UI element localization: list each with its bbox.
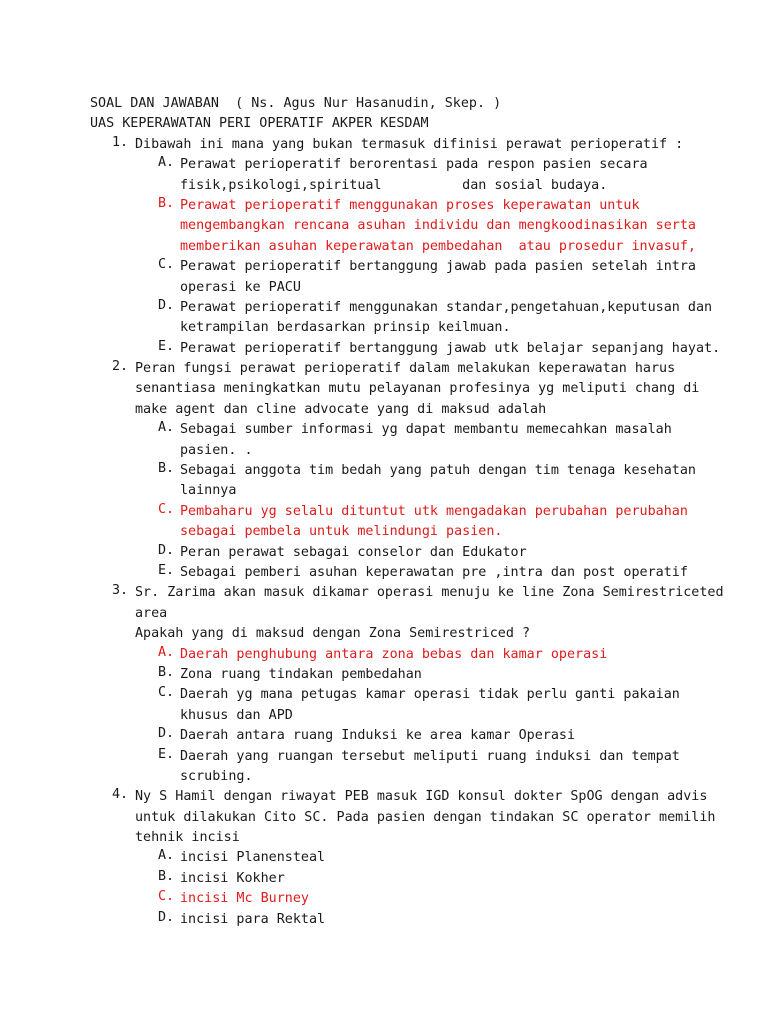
option-text-line: Daerah antara ruang Induksi ke area kamar Operasi [180, 728, 576, 744]
option-text-line: Perawat perioperatif menggunakan proses keperawatan untuk [180, 197, 640, 213]
question-number: 4. [112, 787, 129, 803]
option-text-line: scrubing. [180, 768, 253, 784]
option-label: C. [158, 257, 175, 273]
option-text-line: pasien. . [180, 442, 253, 458]
option-text-line: memberikan asuhan keperawatan pembedahan atau prosedur invasuf, [180, 238, 696, 254]
option-text-line: Perawat perioperatif bertanggung jawab pada pasien setelah intra [180, 259, 696, 275]
question-number: 1. [112, 134, 129, 150]
option-d [90, 910, 730, 930]
question-text-line: Peran fungsi perawat perioperatif dalam melakukan keperawatan harus [135, 361, 676, 377]
option-text-line: Pembaharu yg selalu dituntut utk mengadakan perubahan perubahan [180, 503, 688, 519]
option-label: C. [158, 889, 175, 905]
option-label: A. [158, 155, 175, 171]
question-number: 3. [112, 583, 129, 599]
option-d [90, 298, 730, 339]
option-label: B. [158, 195, 175, 211]
option-b-correct-answer [90, 196, 730, 257]
option-a [90, 155, 730, 196]
option-label: C. [158, 501, 175, 517]
question-list [90, 135, 730, 930]
option-b [90, 869, 730, 889]
option-text-line: Sebagai anggota tim bedah yang patuh dengan tim tenaga kesehatan [180, 463, 696, 479]
question-text-line: untuk dilakukan Cito SC. Pada pasien dengan tindakan SC operator memilih [135, 809, 716, 825]
option-label: D. [158, 726, 175, 742]
option-text-line: Daerah yang ruangan tersebut meliputi ruang induksi dan tempat [180, 748, 680, 764]
option-e [90, 563, 730, 583]
option-label: B. [158, 664, 175, 680]
option-text-line: incisi Mc Burney [180, 891, 309, 907]
question-text-line: area [135, 605, 168, 621]
option-text-line: operasi ke PACU [180, 279, 301, 295]
option-a [90, 848, 730, 868]
option-text-line: khusus dan APD [180, 707, 293, 723]
option-label: A. [158, 644, 175, 660]
option-a-correct-answer [90, 645, 730, 665]
option-e [90, 339, 730, 359]
header-subtitle: UAS KEPERAWATAN PERI OPERATIF AKPER KESDAM [90, 116, 429, 132]
option-a [90, 420, 730, 461]
option-label: C. [158, 685, 175, 701]
option-c-correct-answer [90, 502, 730, 543]
question-text-line: Ny S Hamil dengan riwayat PEB masuk IGD konsul dokter SpOG dengan advis [135, 789, 708, 805]
option-text-line: incisi Kokher [180, 870, 285, 886]
option-b [90, 461, 730, 502]
option-text-line: mengembangkan rencana asuhan individu dan mengkoodinasikan serta [180, 218, 696, 234]
option-c-correct-answer [90, 889, 730, 909]
option-e [90, 747, 730, 788]
option-d [90, 543, 730, 563]
question-number: 2. [112, 359, 129, 375]
option-text-line: Daerah penghubung antara zona bebas dan kamar operasi [180, 646, 608, 662]
option-label: E. [158, 746, 175, 762]
option-label: D. [158, 909, 175, 925]
question-2 [90, 359, 730, 420]
option-label: A. [158, 848, 175, 864]
question-text-line: tehnik incisi [135, 830, 240, 846]
option-label: D. [158, 542, 175, 558]
option-label: E. [158, 338, 175, 354]
option-label: E. [158, 562, 175, 578]
option-text-line: Perawat perioperatif menggunakan standar,pengetahuan,keputusan dan [180, 299, 713, 315]
option-label: B. [158, 461, 175, 477]
option-text-line: Sebagai pemberi asuhan keperawatan pre ,intra dan post operatif [180, 564, 688, 580]
option-c [90, 257, 730, 298]
question-4 [90, 787, 730, 848]
option-text-line: Peran perawat sebagai conselor dan Edukator [180, 544, 527, 560]
question-text-line: Apakah yang di maksud dengan Zona Semirestriced ? [135, 626, 531, 642]
option-text-line: sebagai pembela untuk melindungi pasien. [180, 524, 503, 540]
question-text-line: Sr. Zarima akan masuk dikamar operasi menuju ke line Zona Semirestriceted [135, 585, 724, 601]
option-text-line: incisi Planensteal [180, 850, 326, 866]
option-label: D. [158, 297, 175, 313]
option-text-line: ketrampilan berdasarkan prinsip keilmuan. [180, 320, 511, 336]
header-title: SOAL DAN JAWABAN ( Ns. Agus Nur Hasanudin, Skep. ) [90, 96, 502, 111]
option-label: B. [158, 868, 175, 884]
option-text-line: Sebagai sumber informasi yg dapat membantu memecahkan masalah [180, 422, 672, 438]
option-text-line: Daerah yg mana petugas kamar operasi tidak perlu ganti pakaian [180, 687, 680, 703]
question-1 [90, 135, 730, 155]
option-text-line: Zona ruang tindakan pembedahan [180, 666, 422, 682]
option-text-line: lainnya [180, 483, 237, 499]
option-label: A. [158, 420, 175, 436]
document-page [90, 94, 730, 930]
option-text-line: fisik,psikologi,spiritual dan sosial budaya. [180, 177, 608, 193]
option-text-line: Perawat perioperatif berorentasi pada respon pasien secara [180, 157, 648, 173]
question-text-line: senantiasa meningkatkan mutu pelayanan profesinya yg meliputi chang di [135, 381, 700, 397]
option-c [90, 685, 730, 726]
question-text-line: make agent dan cline advocate yang di maksud adalah [135, 401, 547, 417]
option-d [90, 726, 730, 746]
question-text-line: Dibawah ini mana yang bukan termasuk difinisi perawat perioperatif : [135, 136, 684, 152]
question-3 [90, 583, 730, 644]
option-b [90, 665, 730, 685]
option-text-line: Perawat perioperatif bertanggung jawab utk belajar sepanjang hayat. [180, 340, 721, 356]
option-text-line: incisi para Rektal [180, 911, 326, 927]
